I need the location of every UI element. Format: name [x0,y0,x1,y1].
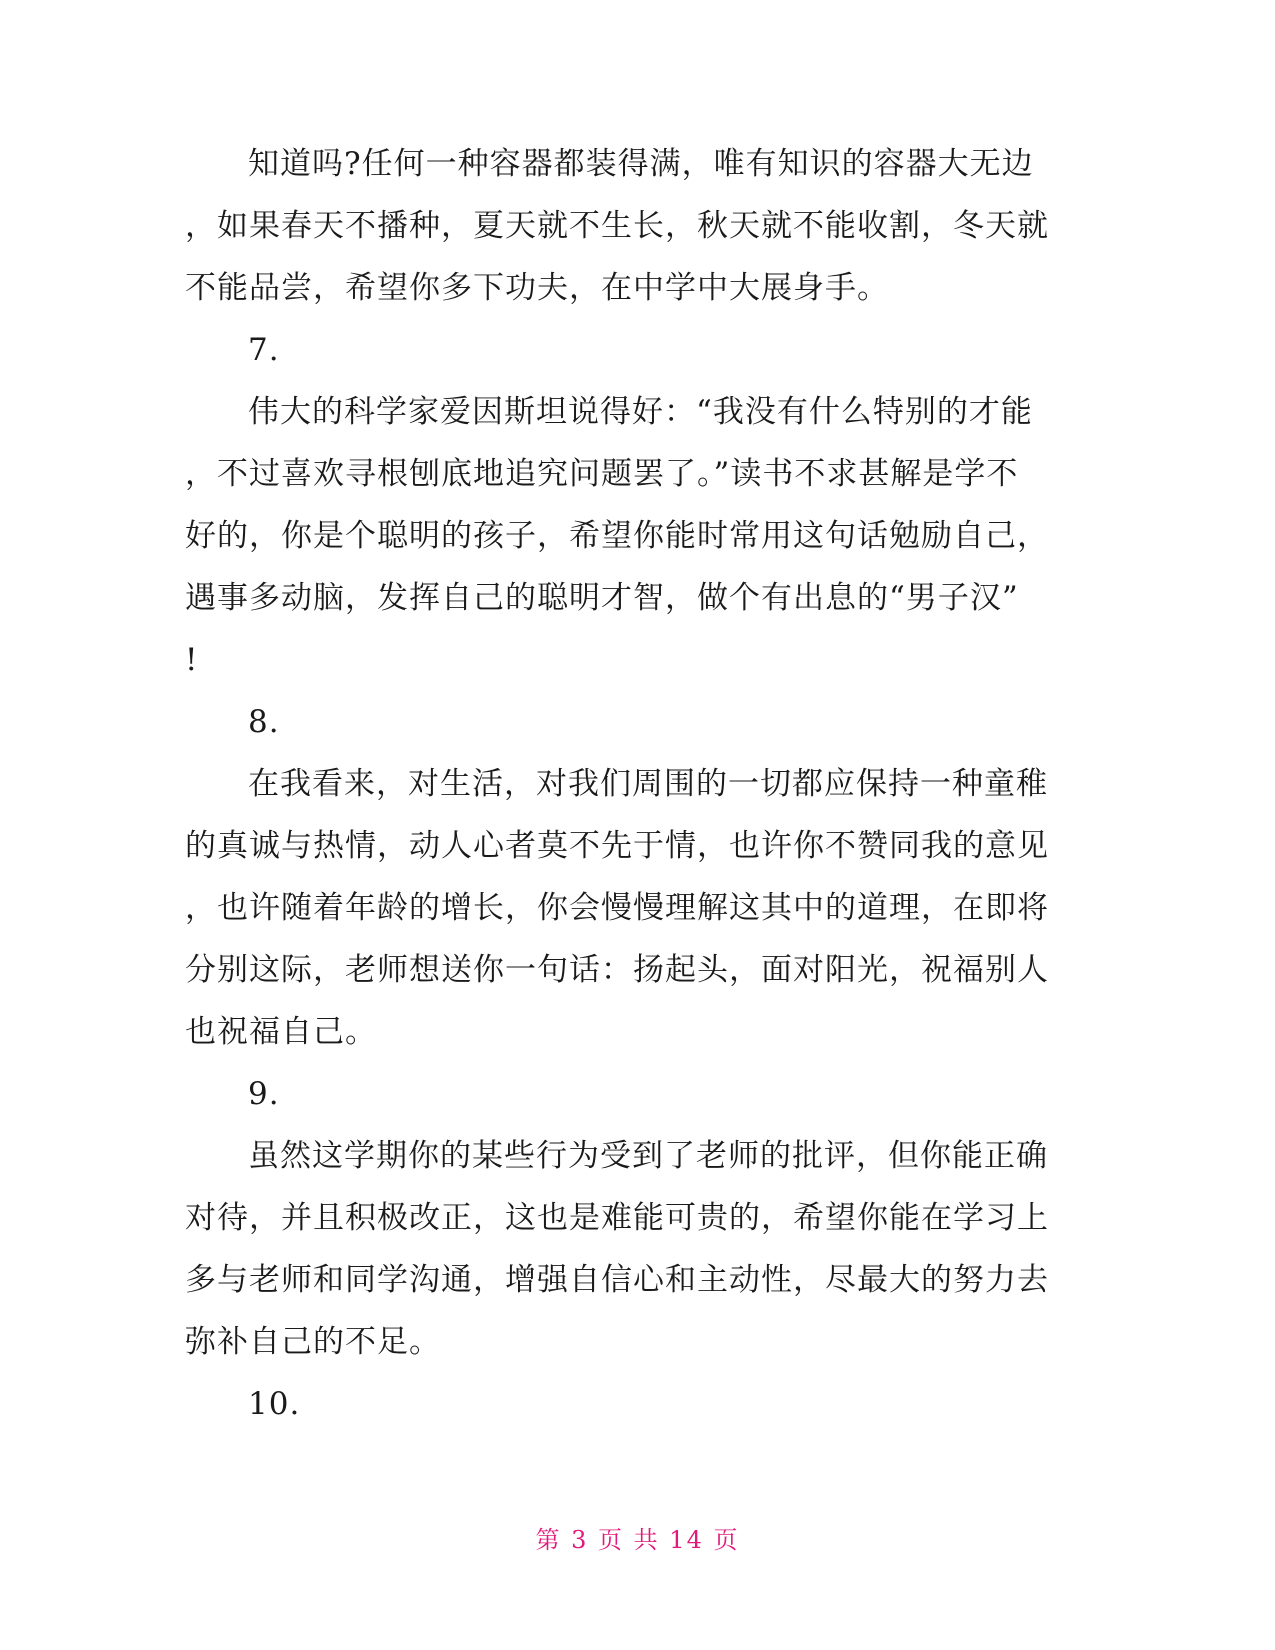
paragraph-line: 也祝福自己。 [185,1014,377,1050]
item-number: 9. [248,1076,280,1112]
paragraph-line: ，如果春天不播种，夏天就不生长，秋天就不能收割，冬天就 [185,208,1049,244]
page-footer: 第 3 页 共 14 页 [535,1526,740,1554]
paragraph-line: 弥补自己的不足。 [185,1324,441,1360]
paragraph-line: 遇事多动脑，发挥自己的聪明才智，做个有出息的“男子汉” [185,580,1019,616]
paragraph-line: 对待，并且积极改正，这也是难能可贵的，希望你能在学习上 [185,1200,1049,1236]
paragraph-line: 伟大的科学家爱因斯坦说得好：“我没有什么特别的才能 [248,394,1033,430]
item-number: 8. [248,704,280,740]
paragraph-line: 的真诚与热情，动人心者莫不先于情，也许你不赞同我的意见 [185,828,1049,864]
paragraph-line: 虽然这学期你的某些行为受到了老师的批评，但你能正确 [248,1138,1048,1174]
paragraph-line: ，不过喜欢寻根刨底地追究问题罢了。”读书不求甚解是学不 [185,456,1019,492]
paragraph-line: 在我看来，对生活，对我们周围的一切都应保持一种童稚 [248,766,1048,802]
item-number: 10. [248,1386,301,1422]
paragraph-line: 知道吗?任何一种容器都装得满，唯有知识的容器大无边 [248,146,1034,182]
paragraph-line: 多与老师和同学沟通，增强自信心和主动性，尽最大的努力去 [185,1262,1049,1298]
paragraph-line: 好的，你是个聪明的孩子，希望你能时常用这句话勉励自己， [185,518,1049,554]
item-number: 7. [248,332,280,368]
paragraph-line: 不能品尝，希望你多下功夫，在中学中大展身手。 [185,270,889,306]
paragraph-line: ! [185,642,199,678]
paragraph-line: 分别这际，老师想送你一句话：扬起头，面对阳光，祝福别人 [185,952,1049,988]
paragraph-line: ，也许随着年龄的增长，你会慢慢理解这其中的道理，在即将 [185,890,1049,926]
